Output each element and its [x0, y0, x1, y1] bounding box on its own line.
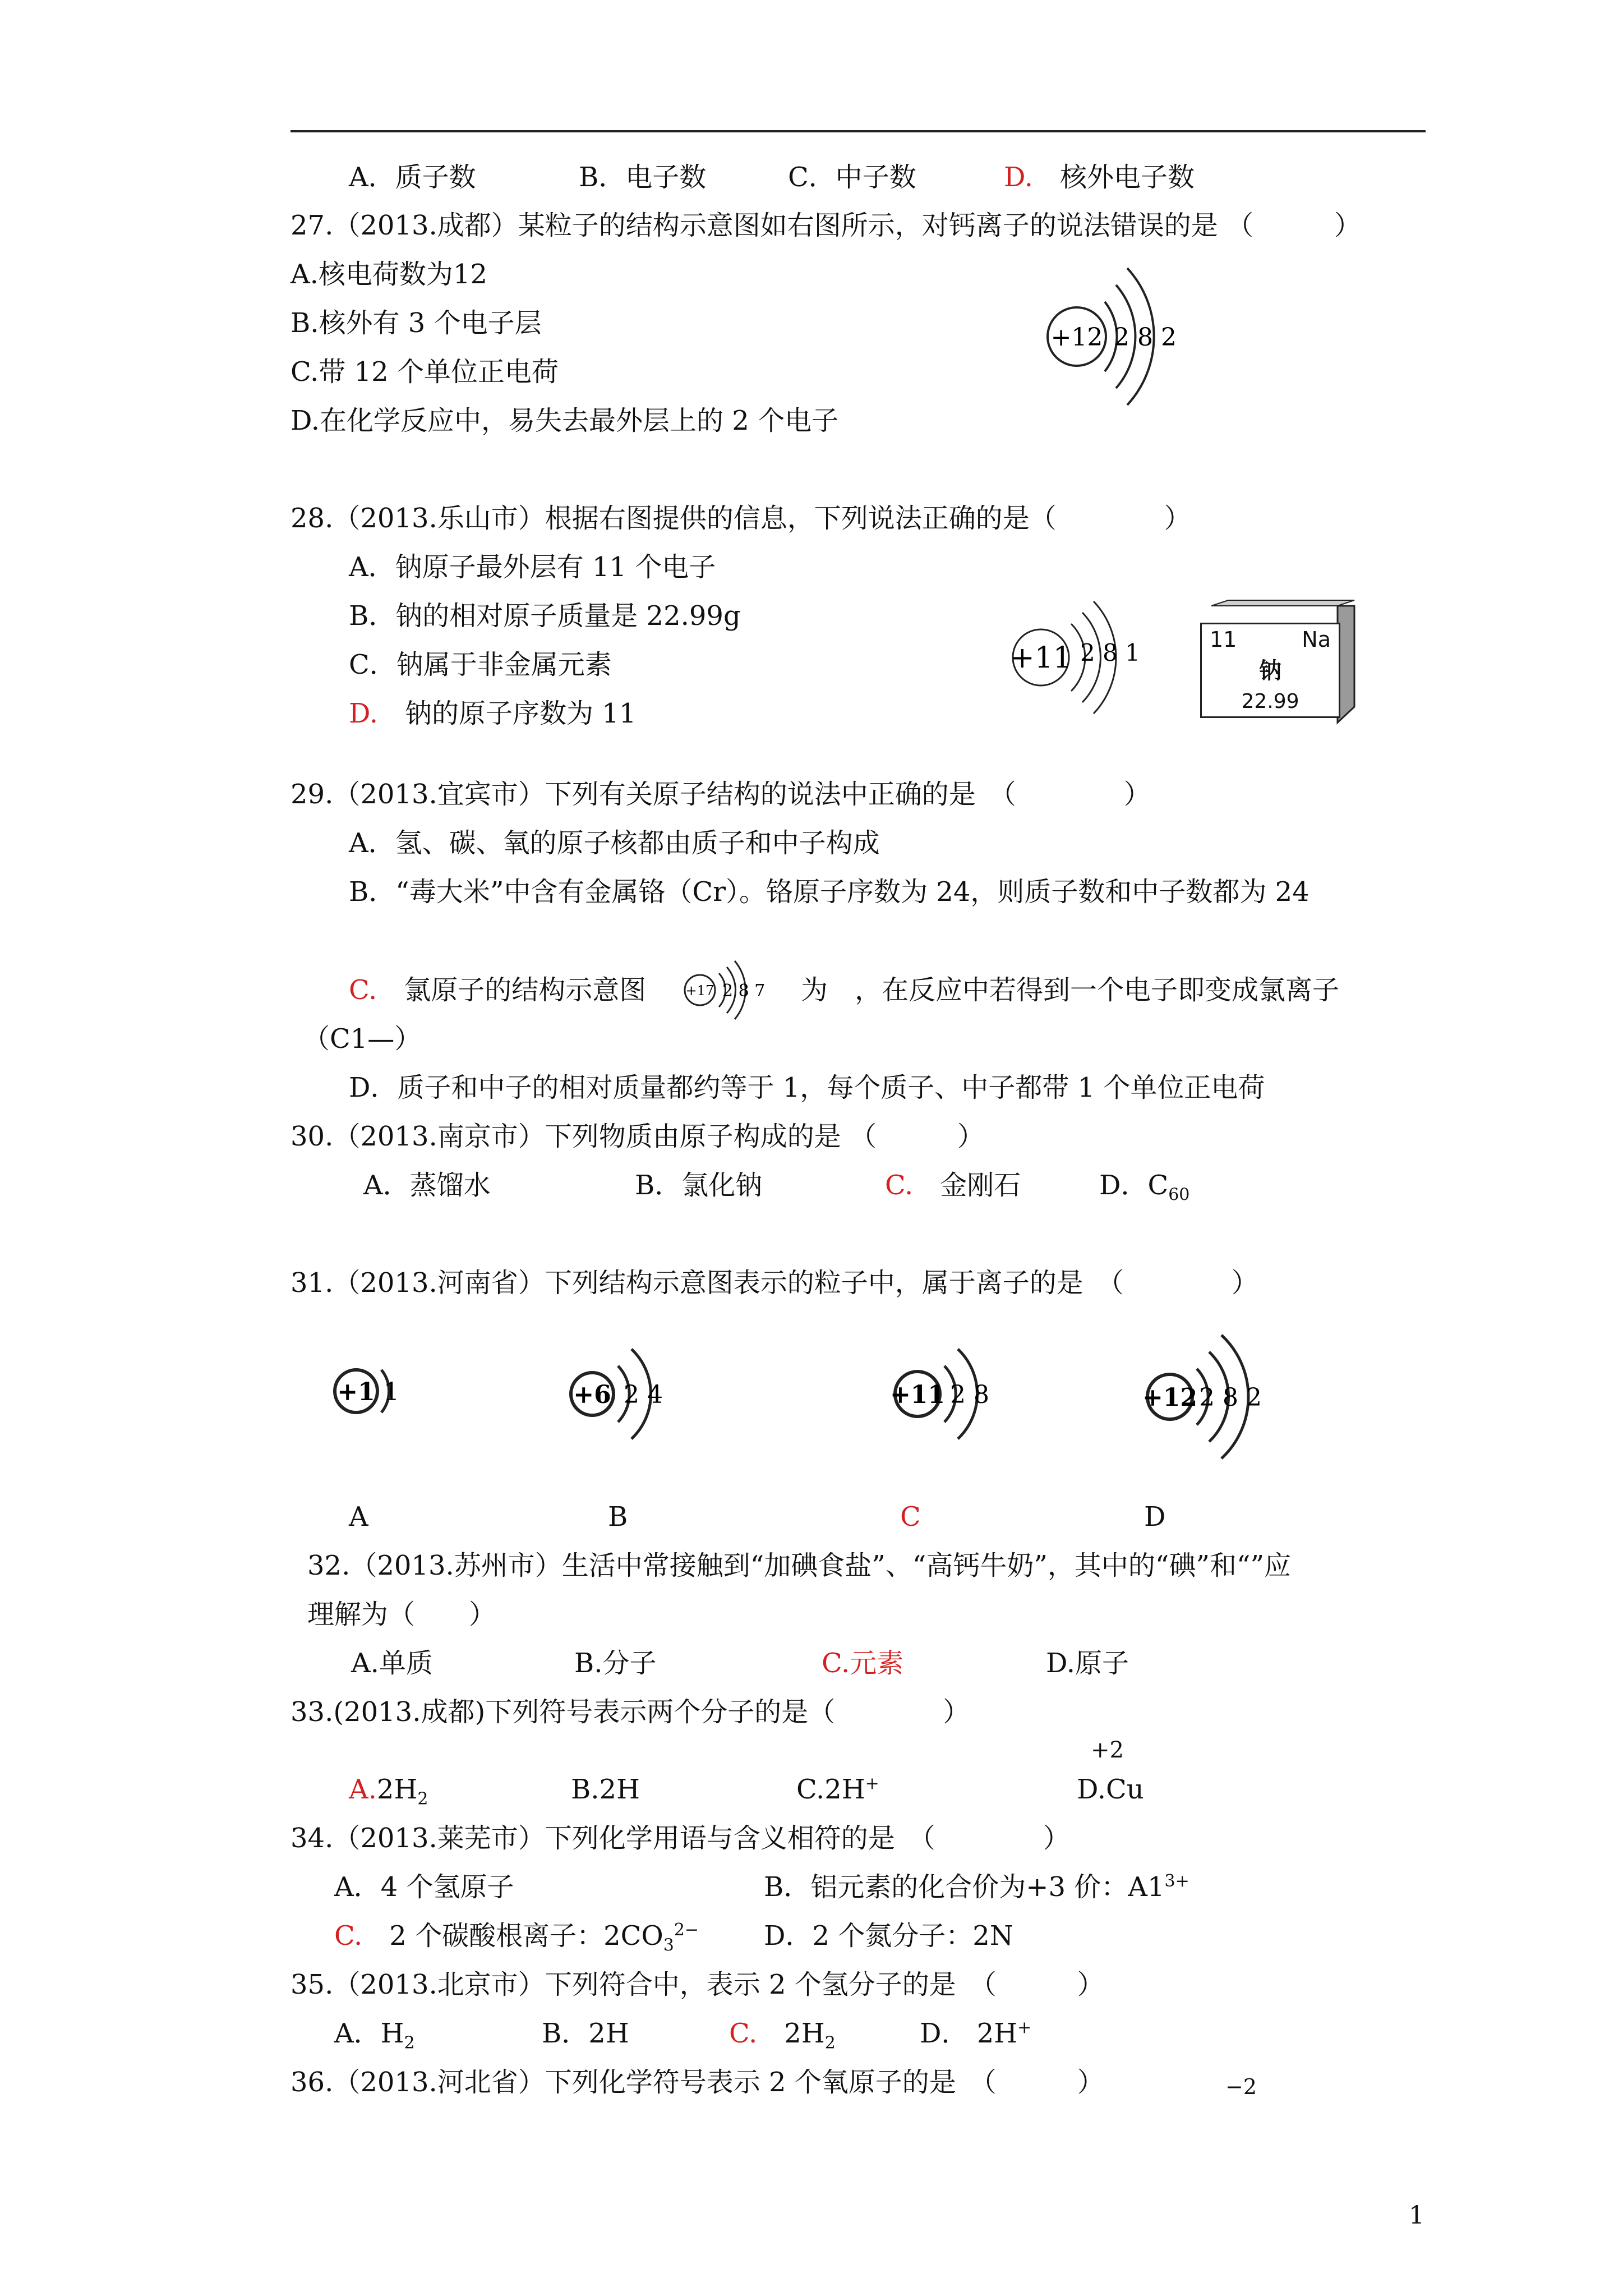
q31-label-b: B [608, 1501, 628, 1533]
q34-option-d: D．2 个氮分子：2N [764, 1920, 1013, 1952]
q30-option-d: D．$C_{60}$ [1099, 1170, 1190, 1205]
q28-option-a: A．钠原子最外层有 11 个电子 [349, 551, 716, 583]
q27-nucleus-label: +12 [1050, 323, 1103, 352]
q29-chlorine-diagram [680, 959, 781, 1021]
q26-option-d: D. 核外电子数 [1004, 162, 1195, 193]
q28-option-d: D. 钠的原子序数为 11 [349, 698, 637, 729]
q29-option-c-ion: （C1—） [303, 1023, 422, 1055]
q29-option-b: B．“毒大米”中含有金属铬（Cr）。铬原子序数为 24，则质子数和中子数都为 24 [349, 876, 1310, 908]
q34-option-a: A．4 个氢原子 [334, 1871, 514, 1903]
q27-stem: 27.（2013.成都）某粒子的结构示意图如右图所示，对钙离子的说法错误的是 （ ） [291, 210, 1362, 241]
q31-stem: 31.（2013.河南省）下列结构示意图表示的粒子中，属于离子的是 （ ） [291, 1267, 1258, 1299]
q28-element-mass: 22.99 [1241, 690, 1299, 713]
q28-periodic-table-cell [1200, 623, 1340, 718]
q32-option-a: A.单质 [351, 1648, 433, 1679]
q26-option-c: C．中子数 [788, 162, 916, 193]
q26-answer-letter: D. [1004, 162, 1034, 193]
q28-option-c: C．钠属于非金属元素 [349, 649, 612, 680]
q29-electrons-label: 2 8 7 [722, 981, 766, 1001]
q31-diagram-c [886, 1335, 1015, 1464]
q32-stem-cont: 理解为（ ） [307, 1599, 496, 1630]
q29-option-a: A．氢、碳、氧的原子核都由质子和中子构成 [349, 827, 880, 859]
q35-option-d: D． 2H+ [920, 2018, 1032, 2049]
q27-atom-diagram [1032, 252, 1200, 421]
q26-option-a: A．质子数 [349, 162, 476, 193]
q31-b-electrons: 2 4 [624, 1381, 663, 1409]
q31-a-nucleus: +1 [337, 1378, 375, 1406]
q28-option-b: B．钠的相对原子质量是 22.99g [349, 600, 741, 632]
q35-option-c: C. $2H_2$ [729, 2018, 836, 2053]
q35-option-b: B．2H [542, 2018, 629, 2049]
q33-stem: 33.(2013.成都)下列符号表示两个分子的是（ ） [291, 1696, 970, 1728]
q26-option-b: B．电子数 [579, 162, 707, 193]
q27-option-a: A.核电荷数为12 [291, 259, 488, 290]
q27-option-b: B.核外有 3 个电子层 [291, 307, 542, 339]
q34-option-b: B．铝元素的化合价为+3 价：$A1^{3+}$ [764, 1871, 1189, 1903]
q29-stem: 29.（2013.宜宾市）下列有关原子结构的说法中正确的是 （ ） [291, 779, 1151, 810]
q31-b-nucleus: +6 [573, 1381, 611, 1409]
q35-option-a: A．$H_2$ [334, 2018, 415, 2053]
q31-label-d: D [1144, 1501, 1166, 1533]
q30-option-b: B．氯化钠 [635, 1170, 763, 1201]
header-rule [291, 130, 1426, 132]
q31-a-electrons: 1 [384, 1378, 399, 1406]
q29-option-c-cont: 为 ，在反应中若得到一个电子即变成氯离子 [801, 974, 1340, 1006]
q27-electrons-label: 2 8 2 [1114, 323, 1177, 352]
q31-diagram-b [561, 1335, 690, 1464]
q28-stem: 28.（2013.乐山市）根据右图提供的信息，下列说法正确的是（ ） [291, 503, 1191, 534]
page-number: 1 [1409, 2201, 1424, 2230]
q34-answer-letter: C. [334, 1920, 363, 1952]
q30-option-c: C. 金刚石 [885, 1170, 1021, 1201]
q33-answer-letter: A. [349, 1774, 377, 1805]
q28-atom-diagram [1009, 595, 1178, 724]
q31-label-c: C [900, 1501, 921, 1533]
q31-c-nucleus: +11 [889, 1381, 946, 1409]
q34-option-c: C. 2 个碳酸根离子：$2CO_3^{2-}$ [334, 1920, 699, 1955]
q28-element-number: 11 [1210, 627, 1237, 652]
q35-stem: 35.（2013.北京市）下列符合中，表示 2 个氢分子的是 （ ） [291, 1969, 1104, 2000]
q32-option-b: B.分子 [574, 1648, 657, 1679]
q27-option-d: D.在化学反应中，易失去最外层上的 2 个电子 [291, 405, 839, 436]
q33-option-a: $A.2H_2$ [349, 1774, 428, 1809]
q30-answer-letter: C. [885, 1170, 914, 1201]
q30-stem: 30.（2013.南京市）下列物质由原子构成的是 （ ） [291, 1121, 985, 1152]
q35-answer-letter: C. [729, 2018, 758, 2049]
q30-option-a: A．蒸馏水 [363, 1170, 491, 1201]
q33-option-d-valence: +2 [1091, 1737, 1124, 1763]
q27-option-c: C.带 12 个单位正电荷 [291, 356, 559, 388]
q29-option-d: D．质子和中子的相对质量都约等于 1，每个质子、中子都带 1 个单位正电荷 [349, 1072, 1265, 1103]
q32-option-c: C.元素 [822, 1648, 904, 1679]
q33-option-d: D.Cu [1077, 1774, 1144, 1805]
q33-option-b: B.2H [571, 1774, 640, 1805]
q32-stem: 32.（2013.苏州市）生活中常接触到“加碘食盐”、“高钙牛奶”，其中的“碘”和“”应 [307, 1550, 1292, 1581]
q28-element-symbol: Na [1302, 627, 1331, 652]
q29-nucleus-label: +17 [685, 983, 714, 999]
q28-electrons-label: 2 8 1 [1080, 639, 1140, 666]
q28-element-name: 钠 [1259, 658, 1281, 684]
q31-diagram-a [325, 1346, 415, 1436]
q29-answer-letter: C. [349, 974, 377, 1006]
q28-nucleus-label: +11 [1010, 641, 1072, 675]
q36-stem: 36.（2013.河北省）下列化学符号表示 2 个氧原子的是 （ ） [291, 2067, 1104, 2098]
q28-answer-letter: D. [349, 698, 379, 729]
q31-d-nucleus: +12 [1142, 1383, 1198, 1412]
q31-label-a: A [349, 1501, 368, 1533]
q32-option-d: D.原子 [1046, 1648, 1129, 1679]
q31-diagram-d [1138, 1329, 1295, 1470]
q33-option-c: C.2H+ [796, 1774, 879, 1805]
q34-stem: 34.（2013.莱芜市）下列化学用语与含义相符的是 （ ） [291, 1823, 1070, 1854]
q31-d-electrons: 2 8 2 [1199, 1383, 1262, 1412]
q36-overflow-mark: −2 [1225, 2074, 1257, 2099]
q31-c-electrons: 2 8 [950, 1381, 989, 1409]
q29-option-c: C. 氯原子的结构示意图 [349, 974, 647, 1006]
